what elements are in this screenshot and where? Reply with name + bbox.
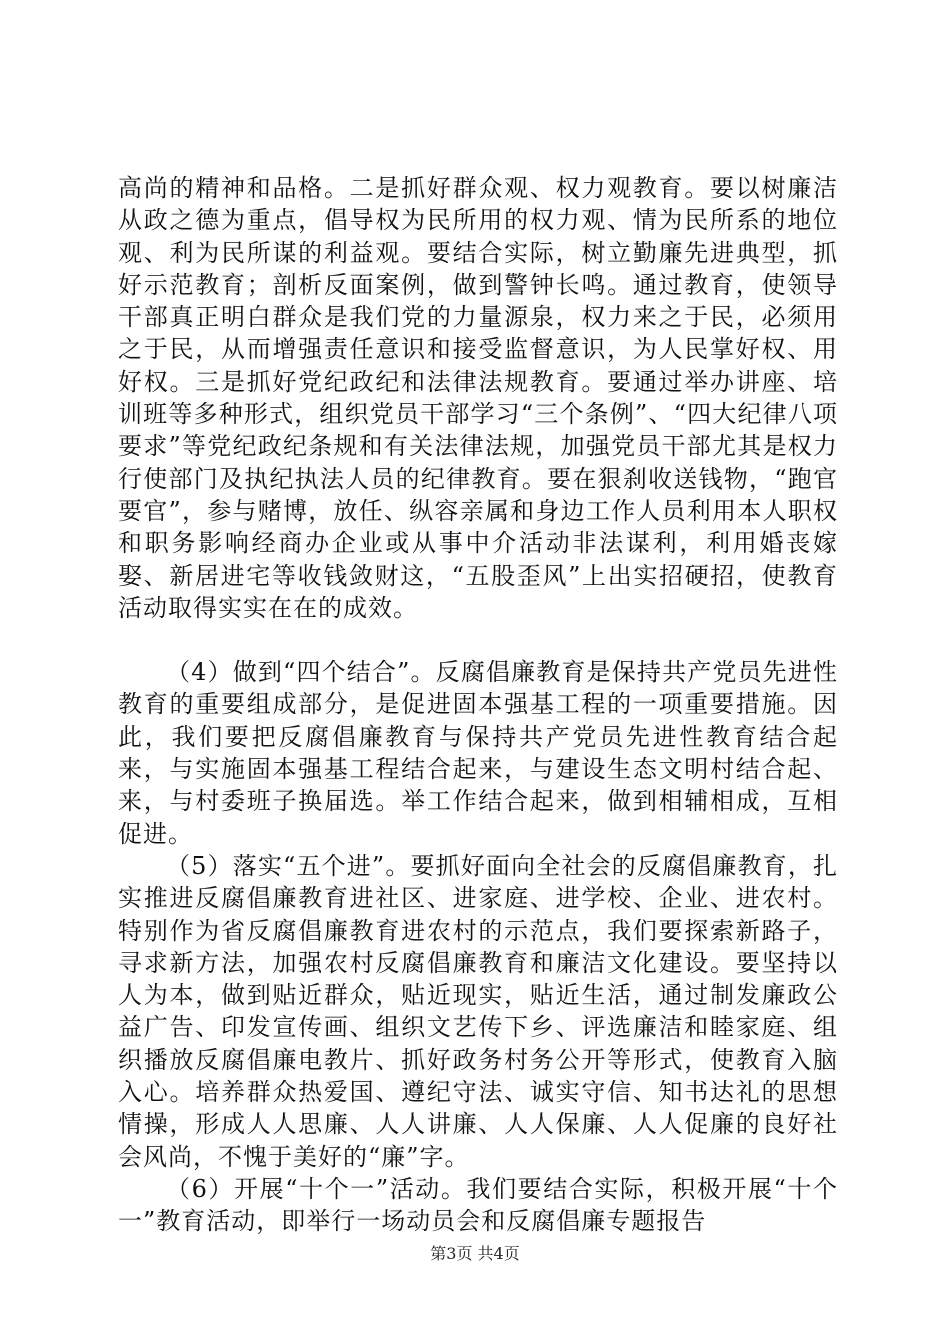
document-body: [118, 172, 838, 1238]
page-number: 第3页 共4页: [430, 1244, 520, 1263]
paragraph-five-enters: （5）落实“五个进”。要抓好面向全社会的反腐倡廉教育，扎实推进反腐倡廉教育进社区、进家庭、进学校、企业、进农村。特别作为省反腐倡廉教育进农村的示范点，我们要探索新路子，寻求新方法，加强农村反腐倡廉教育和廉洁文化建设。要坚持以人为本，做到贴近群众，贴近现实，贴近生活，通过制发廉政公益广告、印发宣传画、组织文艺传下乡、评选廉洁和睦家庭、组织播放反腐倡廉电教片、抓好政务村务公开等形式，使教育入脑入心。培养群众热爱国、遵纪守法、诚实守信、知书达礼的思想情操，形成人人思廉、人人讲廉、人人保廉、人人促廉的良好社会风尚，不愧于美好的“廉”字。: [118, 851, 838, 1171]
paragraph-continued: 高尚的精神和品格。二是抓好群众观、权力观教育。要以树廉洁从政之德为重点，倡导权为民所用的权力观、情为民所系的地位观、利为民所谋的利益观。要结合实际，树立勤廉先进典型，抓好示范教育；剖析反面案例，做到警钟长鸣。通过教育，使领导干部真正明白群众是我们党的力量源泉，权力来之于民，必须用之于民，从而增强责任意识和接受监督意识，为人民掌好权、用好权。三是抓好党纪政纪和法律法规教育。要通过举办讲座、培训班等多种形式，组织党员干部学习“三个条例”、“四大纪律八项要求”等党纪政纪条规和有关法律法规，加强党员干部尤其是权力行使部门及执纪执法人员的纪律教育。要在狠刹收送钱物，“跑官要官”，参与赌博，放任、纵容亲属和身边工作人员利用本人职权和职务影响经商办企业或从事中介活动非法谋利，利用婚丧嫁娶、新居进宅等收钱敛财这，“五股歪风”上出实招硬招，使教育活动取得实实在在的成效。: [118, 174, 838, 622]
paragraph-ten-ones: （6）开展“十个一”活动。我们要结合实际，积极开展“十个一”教育活动，即举行一场动员会和反腐倡廉专题报告: [118, 1174, 838, 1236]
paragraph-four-combinations: （4）做到“四个结合”。反腐倡廉教育是保持共产党员先进性教育的重要组成部分，是促进固本强基工程的一项重要措施。因此，我们要把反腐倡廉教育与保持共产党员先进性教育结合起来，与实施固本强基工程结合起来，与建设生态文明村结合起、来，与村委班子换届选。举工作结合起来，做到相辅相成，互相促进。: [118, 658, 838, 848]
paragraph-gap: [118, 624, 838, 656]
